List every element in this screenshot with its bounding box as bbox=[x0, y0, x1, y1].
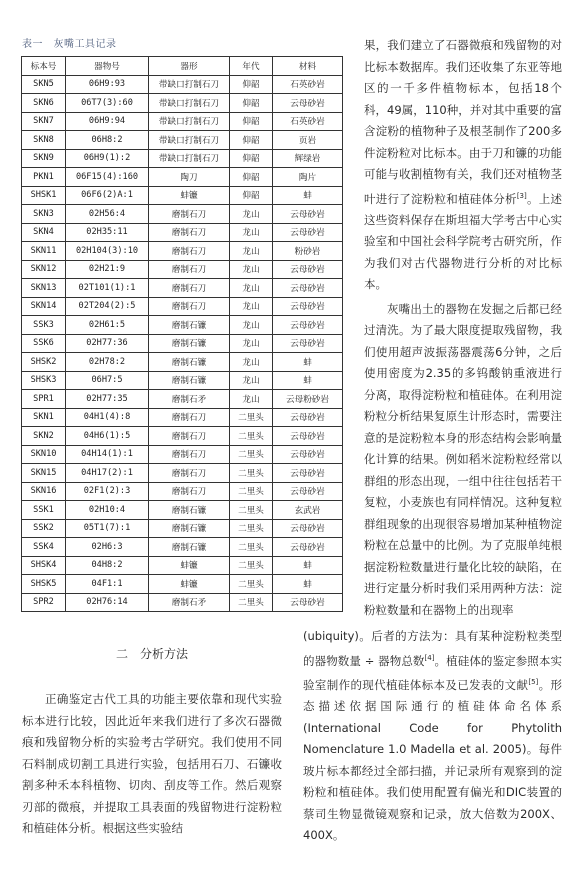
cell-form: 磨制石刀 bbox=[149, 242, 230, 261]
table-row bbox=[22, 501, 343, 520]
cell-specimen: SSK4 bbox=[22, 538, 66, 557]
right-paragraph-1: 果，我们建立了石器微痕和残留物的对比标本数据库。我们还收集了东亚等地区的一千多件植物标本，包括18个科，49属，110种，并对其中重要的富含淀粉的植物种子及根茎制作了200多件淀粉粒对比标本。由于刀和镰的功能可能与收割植物有关，我们还对植物茎叶进行了淀粉粒和植硅体分析[3]。上述这些资料保存在斯坦福大学考古中心实验室和中国社会科学院考古研究所，作为我们对古代器物进行分析的对比标本。 bbox=[364, 38, 562, 292]
cell-material: 云母砂岩 bbox=[273, 297, 343, 316]
cell-specimen: PKN1 bbox=[22, 168, 66, 187]
cell-specimen: SKN11 bbox=[22, 242, 66, 261]
cell-material: 云母砂岩 bbox=[273, 223, 343, 242]
cell-period: 二里头 bbox=[230, 556, 273, 575]
cell-period: 龙山 bbox=[230, 223, 273, 242]
cell-specimen: SSK2 bbox=[22, 519, 66, 538]
cell-form: 磨制石刀 bbox=[149, 445, 230, 464]
cell-material: 云母砂岩 bbox=[273, 427, 343, 446]
cell-form: 蚌镰 bbox=[149, 186, 230, 205]
table-row bbox=[22, 112, 343, 131]
cell-object: 02H6:3 bbox=[66, 538, 149, 557]
cell-material: 蚌 bbox=[273, 371, 343, 390]
cell-form: 蚌镰 bbox=[149, 556, 230, 575]
cell-form: 磨制石矛 bbox=[149, 390, 230, 409]
cell-specimen: SPR1 bbox=[22, 390, 66, 409]
cell-form: 磨制石刀 bbox=[149, 205, 230, 224]
cell-object: 05T1(7):1 bbox=[66, 519, 149, 538]
table-row bbox=[22, 334, 343, 353]
cell-material: 辉绿岩 bbox=[273, 149, 343, 168]
cell-specimen: SKN8 bbox=[22, 131, 66, 150]
cell-period: 仰韶 bbox=[230, 131, 273, 150]
cell-object: 02H104(3):10 bbox=[66, 242, 149, 261]
cell-specimen: SHSK2 bbox=[22, 353, 66, 372]
reference-3: [3] bbox=[516, 191, 527, 200]
cell-object: 04F1:1 bbox=[66, 575, 149, 594]
cell-object: 02H77:35 bbox=[66, 390, 149, 409]
table-row bbox=[22, 575, 343, 594]
table-row bbox=[22, 260, 343, 279]
header-period: 年代 bbox=[230, 57, 273, 76]
cell-specimen: SKN7 bbox=[22, 112, 66, 131]
cell-material: 页岩 bbox=[273, 131, 343, 150]
cell-material: 云母砂岩 bbox=[273, 334, 343, 353]
cell-material: 石英砂岩 bbox=[273, 112, 343, 131]
table-row bbox=[22, 316, 343, 335]
cell-specimen: SKN10 bbox=[22, 445, 66, 464]
cell-object: 06H9:94 bbox=[66, 112, 149, 131]
cell-form: 带缺口打制石刀 bbox=[149, 131, 230, 150]
cell-material: 云母砂岩 bbox=[273, 445, 343, 464]
table-row bbox=[22, 445, 343, 464]
cell-period: 龙山 bbox=[230, 279, 273, 298]
table-row bbox=[22, 538, 343, 557]
table-row bbox=[22, 131, 343, 150]
cell-specimen: SHSK3 bbox=[22, 371, 66, 390]
cell-object: 04H8:2 bbox=[66, 556, 149, 575]
cell-material: 云母砂岩 bbox=[273, 205, 343, 224]
cell-specimen: SKN12 bbox=[22, 260, 66, 279]
header-form: 器形 bbox=[149, 57, 230, 76]
cell-form: 磨制石刀 bbox=[149, 260, 230, 279]
wide-paragraph: (ubiquity)。后者的方法为：具有某种淀粉粒类型的器物数量 ÷ 器物总数[4]。植硅体的鉴定参照本实验室制作的现代植硅体标本及已发表的文献[5]。形态描述依据国际通行的植硅体命名体系 (International Code for Phytolith Nomenclature 1.0 Madella et al. 2005)。每件玻片标本都经过全部扫描，并记录所有观察到的淀粉粒和植硅体。我们使用配置有偏光和DIC装置的蔡司生物显微镜观察和记录，放大倍数为200X、400X。 bbox=[303, 629, 563, 843]
table-row bbox=[22, 94, 343, 113]
cell-object: 04H6(1):5 bbox=[66, 427, 149, 446]
cell-object: 04H17(2):1 bbox=[66, 464, 149, 483]
cell-object: 04H1(4):8 bbox=[66, 408, 149, 427]
cell-material: 云母砂岩 bbox=[273, 279, 343, 298]
cell-object: 02H56:4 bbox=[66, 205, 149, 224]
table-row bbox=[22, 297, 343, 316]
table-row bbox=[22, 390, 343, 409]
cell-form: 磨制石刀 bbox=[149, 464, 230, 483]
cell-form: 带缺口打制石刀 bbox=[149, 149, 230, 168]
cell-period: 龙山 bbox=[230, 242, 273, 261]
cell-period: 二里头 bbox=[230, 482, 273, 501]
table-row bbox=[22, 519, 343, 538]
cell-material: 云母砂岩 bbox=[273, 260, 343, 279]
cell-material: 蚌 bbox=[273, 556, 343, 575]
cell-specimen: SSK3 bbox=[22, 316, 66, 335]
cell-object: 06H7:5 bbox=[66, 371, 149, 390]
cell-specimen: SKN3 bbox=[22, 205, 66, 224]
cell-period: 龙山 bbox=[230, 334, 273, 353]
cell-period: 二里头 bbox=[230, 445, 273, 464]
cell-object: 06H9:93 bbox=[66, 75, 149, 94]
table-row bbox=[22, 186, 343, 205]
table-row bbox=[22, 242, 343, 261]
cell-object: 02F1(2):3 bbox=[66, 482, 149, 501]
table-row bbox=[22, 75, 343, 94]
cell-form: 磨制石镰 bbox=[149, 519, 230, 538]
cell-object: 06H9(1):2 bbox=[66, 149, 149, 168]
cell-material: 玄武岩 bbox=[273, 501, 343, 520]
header-specimen: 标本号 bbox=[22, 57, 66, 76]
cell-period: 仰韶 bbox=[230, 112, 273, 131]
cell-period: 龙山 bbox=[230, 390, 273, 409]
table-row bbox=[22, 371, 343, 390]
table-row bbox=[22, 168, 343, 187]
cell-period: 二里头 bbox=[230, 427, 273, 446]
cell-object: 04H14(1):1 bbox=[66, 445, 149, 464]
right-paragraph-2: 灰嘴出土的器物在发掘之后都已经过清洗。为了最大限度提取残留物，我们使用超声波振荡器震荡6分钟，之后使用密度为2.35的多钨酸钠重液进行分离，取得淀粉粒和植硅体。在利用淀粉粒分析结果复原生计形态时，需要注意的是淀粉粒本身的形态结构会影响量化计算的结果。例如稻米淀粉粒经常以群组的形态出现，一组中往往包括若干复粒，小麦族也有同样情况。这种复粒群组现象的出现很容易增加某种植物淀粉粒在总量中的比例。为了克服单纯根据淀粉粒数量进行量化比较的缺陷，在进行定量分析时我们采用两种方法：淀粉粒数量和在器物上的出现率 bbox=[364, 301, 562, 617]
tools-table bbox=[21, 56, 343, 612]
section-heading: 二 分析方法 bbox=[115, 647, 188, 661]
cell-material: 粉砂岩 bbox=[273, 242, 343, 261]
cell-object: 02H21:9 bbox=[66, 260, 149, 279]
cell-specimen: SKN15 bbox=[22, 464, 66, 483]
cell-material: 云母砂岩 bbox=[273, 316, 343, 335]
cell-period: 二里头 bbox=[230, 575, 273, 594]
cell-object: 02H61:5 bbox=[66, 316, 149, 335]
cell-period: 二里头 bbox=[230, 593, 273, 612]
cell-period: 龙山 bbox=[230, 205, 273, 224]
cell-form: 磨制石镰 bbox=[149, 371, 230, 390]
table-row bbox=[22, 223, 343, 242]
cell-specimen: SSK1 bbox=[22, 501, 66, 520]
cell-period: 龙山 bbox=[230, 297, 273, 316]
cell-period: 二里头 bbox=[230, 408, 273, 427]
cell-material: 云母粉砂岩 bbox=[273, 390, 343, 409]
cell-form: 磨制石镰 bbox=[149, 538, 230, 557]
cell-specimen: SHSK5 bbox=[22, 575, 66, 594]
cell-material: 蚌 bbox=[273, 186, 343, 205]
cell-material: 蚌 bbox=[273, 353, 343, 372]
cell-specimen: SKN9 bbox=[22, 149, 66, 168]
table-row bbox=[22, 205, 343, 224]
cell-specimen: SKN4 bbox=[22, 223, 66, 242]
cell-object: 02H78:2 bbox=[66, 353, 149, 372]
left-column bbox=[22, 689, 282, 840]
table-header-row bbox=[22, 57, 343, 76]
right-column bbox=[364, 35, 562, 621]
cell-object: 06F6(2)A:1 bbox=[66, 186, 149, 205]
cell-form: 磨制石镰 bbox=[149, 334, 230, 353]
cell-object: 02T204(2):5 bbox=[66, 297, 149, 316]
cell-material: 云母砂岩 bbox=[273, 519, 343, 538]
cell-specimen: SHSK4 bbox=[22, 556, 66, 575]
cell-form: 蚌镰 bbox=[149, 575, 230, 594]
cell-specimen: SPR2 bbox=[22, 593, 66, 612]
cell-form: 磨制石矛 bbox=[149, 593, 230, 612]
header-material: 材料 bbox=[273, 57, 343, 76]
cell-specimen: SKN6 bbox=[22, 94, 66, 113]
cell-period: 仰韶 bbox=[230, 149, 273, 168]
cell-period: 仰韶 bbox=[230, 75, 273, 94]
cell-period: 二里头 bbox=[230, 538, 273, 557]
table-row bbox=[22, 464, 343, 483]
table-row bbox=[22, 408, 343, 427]
cell-specimen: SHSK1 bbox=[22, 186, 66, 205]
table-row bbox=[22, 482, 343, 501]
header-object: 器物号 bbox=[66, 57, 149, 76]
cell-object: 02T101(1):1 bbox=[66, 279, 149, 298]
cell-form: 磨制石刀 bbox=[149, 297, 230, 316]
cell-form: 磨制石刀 bbox=[149, 408, 230, 427]
cell-specimen: SKN5 bbox=[22, 75, 66, 94]
reference-4: [4] bbox=[424, 653, 435, 662]
cell-material: 云母砂岩 bbox=[273, 538, 343, 557]
left-paragraph-1: 正确鉴定古代工具的功能主要依靠和现代实验标本进行比较，因此近年来我们进行了多次石器微痕和残留物分析的实验考古学研究。我们使用不同石料制成切割工具进行实验，包括用石刀、石镰收割多种禾本科植物、切肉、刮皮等工作。然后观察刃部的微痕，并提取工具表面的残留物进行淀粉粒和植硅体分析。根据这些实验结 bbox=[22, 692, 282, 835]
cell-period: 仰韶 bbox=[230, 186, 273, 205]
cell-form: 带缺口打制石刀 bbox=[149, 94, 230, 113]
cell-period: 仰韶 bbox=[230, 94, 273, 113]
cell-period: 龙山 bbox=[230, 353, 273, 372]
table-row bbox=[22, 353, 343, 372]
cell-material: 云母砂岩 bbox=[273, 408, 343, 427]
cell-period: 二里头 bbox=[230, 519, 273, 538]
cell-period: 龙山 bbox=[230, 260, 273, 279]
cell-period: 龙山 bbox=[230, 316, 273, 335]
cell-period: 二里头 bbox=[230, 501, 273, 520]
cell-form: 磨制石刀 bbox=[149, 223, 230, 242]
cell-object: 02H10:4 bbox=[66, 501, 149, 520]
table-row bbox=[22, 556, 343, 575]
cell-form: 磨制石刀 bbox=[149, 427, 230, 446]
cell-object: 06F15(4):160 bbox=[66, 168, 149, 187]
cell-object: 02H35:11 bbox=[66, 223, 149, 242]
cell-form: 磨制石镰 bbox=[149, 501, 230, 520]
cell-form: 磨制石刀 bbox=[149, 279, 230, 298]
cell-material: 石英砂岩 bbox=[273, 75, 343, 94]
cell-material: 云母砂岩 bbox=[273, 482, 343, 501]
cell-object: 06T7(3):60 bbox=[66, 94, 149, 113]
cell-material: 蚌 bbox=[273, 575, 343, 594]
table-row bbox=[22, 149, 343, 168]
cell-period: 仰韶 bbox=[230, 168, 273, 187]
table-caption: 表一 灰嘴工具记录 bbox=[22, 39, 117, 50]
cell-specimen: SKN1 bbox=[22, 408, 66, 427]
cell-material: 陶片 bbox=[273, 168, 343, 187]
cell-object: 06H8:2 bbox=[66, 131, 149, 150]
cell-material: 云母砂岩 bbox=[273, 593, 343, 612]
cell-specimen: SKN16 bbox=[22, 482, 66, 501]
cell-period: 龙山 bbox=[230, 371, 273, 390]
cell-specimen: SKN2 bbox=[22, 427, 66, 446]
cell-period: 二里头 bbox=[230, 464, 273, 483]
cell-form: 磨制石镰 bbox=[149, 353, 230, 372]
table-row bbox=[22, 427, 343, 446]
cell-material: 云母砂岩 bbox=[273, 464, 343, 483]
cell-specimen: SSK6 bbox=[22, 334, 66, 353]
cell-form: 带缺口打制石刀 bbox=[149, 75, 230, 94]
cell-material: 云母砂岩 bbox=[273, 94, 343, 113]
cell-object: 02H76:14 bbox=[66, 593, 149, 612]
cell-form: 磨制石刀 bbox=[149, 482, 230, 501]
cell-object: 02H77:36 bbox=[66, 334, 149, 353]
cell-specimen: SKN14 bbox=[22, 297, 66, 316]
table-row bbox=[22, 593, 343, 612]
cell-form: 带缺口打制石刀 bbox=[149, 112, 230, 131]
cell-form: 磨制石镰 bbox=[149, 316, 230, 335]
table-row bbox=[22, 279, 343, 298]
cell-form: 陶刀 bbox=[149, 168, 230, 187]
cell-specimen: SKN13 bbox=[22, 279, 66, 298]
reference-5: [5] bbox=[528, 677, 539, 686]
